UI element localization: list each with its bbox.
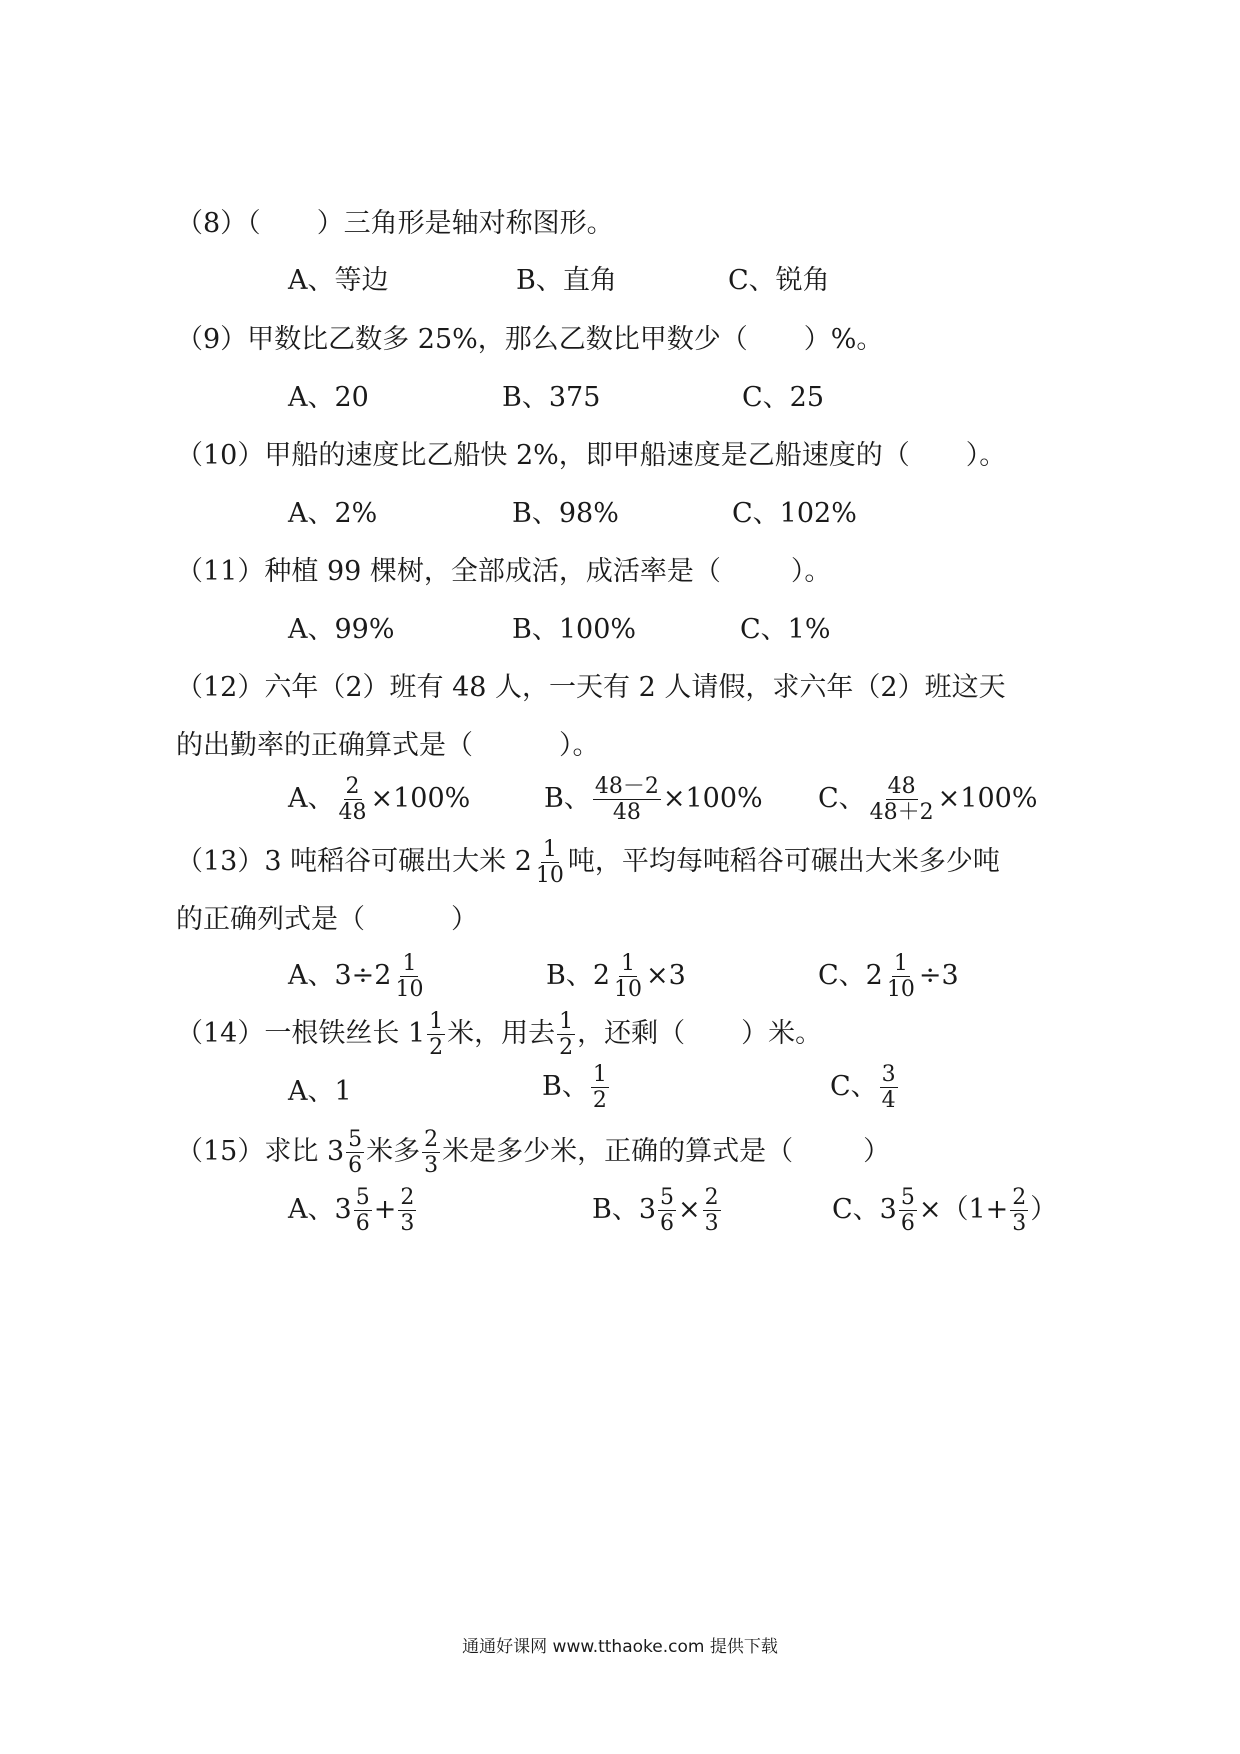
q15-b-operator: × xyxy=(678,1194,701,1226)
q12-b-denominator: 48 xyxy=(612,800,641,826)
q14-c-numerator: 3 xyxy=(881,1062,896,1087)
q14-b-fraction xyxy=(591,1063,609,1112)
q15-option-b xyxy=(592,1186,723,1235)
q12-b-numerator: 48－2 xyxy=(594,774,659,799)
q15-fraction-2 xyxy=(422,1128,440,1177)
question-13-line2 xyxy=(176,906,478,933)
q15-a-fraction-2 xyxy=(398,1186,416,1235)
q15-c-tail: ） xyxy=(1030,1194,1058,1226)
q9-suffix: ）%。 xyxy=(803,324,884,355)
q12-line2-prefix: 的出勤率的正确算式是（ xyxy=(176,730,473,761)
q15-c-operator: ×（1+ xyxy=(918,1194,1009,1226)
q13-option-b xyxy=(546,952,686,1001)
q14-numerator-1: 1 xyxy=(429,1009,444,1034)
q15-a-denominator-1: 6 xyxy=(355,1211,370,1237)
q15-b-label: B、3 xyxy=(592,1194,657,1226)
q15-option-c xyxy=(832,1186,1057,1235)
q15-c-numerator-1: 5 xyxy=(900,1185,915,1210)
q13-c-label: C、2 xyxy=(818,960,883,992)
q13-line2-suffix: ） xyxy=(451,904,478,935)
q11-option-a: A、99% xyxy=(288,614,395,645)
q15-b-numerator-1: 5 xyxy=(660,1185,675,1210)
page-footer: 通通好课网 www.tthaoke.com 提供下载 xyxy=(462,1637,778,1657)
q13-b-numerator: 1 xyxy=(621,951,636,976)
q13-line1-suffix: 吨，平均每吨稻谷可碾出大米多少吨 xyxy=(567,846,1000,878)
q8-prefix: （8）（ xyxy=(176,208,261,239)
q11-prefix: （11）种植 99 棵树，全部成活，成活率是（ xyxy=(176,556,721,587)
q12-c-fraction xyxy=(868,775,936,824)
q10-option-a: A、2% xyxy=(288,498,378,529)
q15-a-denominator-2: 3 xyxy=(400,1211,415,1237)
q13-a-denominator: 10 xyxy=(395,977,424,1003)
q14-c-fraction xyxy=(880,1063,898,1112)
q13-a-label: A、3÷2 xyxy=(288,960,392,992)
q15-numerator-1: 5 xyxy=(348,1127,363,1152)
q15-prefix: （15）求比 3 xyxy=(176,1136,345,1168)
q12-c-denominator: 48＋2 xyxy=(869,800,934,826)
q11-suffix: ）。 xyxy=(790,556,832,587)
q14-c-label: C、 xyxy=(830,1071,878,1103)
q14-option-c xyxy=(830,1063,900,1112)
q15-c-denominator-1: 6 xyxy=(900,1211,915,1237)
q12-c-label: C、 xyxy=(818,783,866,815)
q15-a-label: A、3 xyxy=(288,1194,352,1226)
q12-options xyxy=(0,775,1240,835)
q15-c-denominator-2: 3 xyxy=(1012,1211,1027,1237)
q14-suffix-2: ）米。 xyxy=(741,1018,823,1050)
q12-a-denominator: 48 xyxy=(338,800,367,826)
q13-option-a xyxy=(288,952,427,1001)
q14-suffix-1: ，还剩（ xyxy=(577,1018,686,1050)
q13-c-numerator: 1 xyxy=(893,951,908,976)
q12-b-tail: ×100% xyxy=(662,783,763,815)
question-10 xyxy=(176,442,1006,469)
q15-suffix-1: 米是多少米，正确的算式是（ xyxy=(442,1136,794,1168)
q15-a-operator: + xyxy=(373,1194,397,1226)
q15-denominator-2: 3 xyxy=(424,1153,439,1179)
q13-option-c xyxy=(818,952,959,1001)
q12-c-tail: ×100% xyxy=(937,783,1038,815)
q15-denominator-1: 6 xyxy=(348,1153,363,1179)
q9-option-a: A、20 xyxy=(288,382,369,413)
q12-c-numerator: 48 xyxy=(887,774,916,799)
q13-line1-fraction xyxy=(534,838,566,887)
q13-line2-prefix: 的正确列式是（ xyxy=(176,904,365,935)
q13-line1-numerator: 1 xyxy=(542,837,557,862)
q15-a-numerator-1: 5 xyxy=(355,1185,370,1210)
q8-option-a: A、等边 xyxy=(288,265,389,296)
q14-mid: 米，用去 xyxy=(447,1018,556,1050)
question-8 xyxy=(176,210,614,237)
q10-suffix: ）。 xyxy=(965,440,1007,471)
q15-c-numerator-2: 2 xyxy=(1012,1185,1027,1210)
q14-numerator-2: 1 xyxy=(559,1009,574,1034)
q12-a-tail: ×100% xyxy=(370,783,471,815)
q15-b-fraction-2 xyxy=(703,1186,721,1235)
q14-prefix: （14）一根铁丝长 1 xyxy=(176,1018,426,1050)
q13-options xyxy=(0,952,1240,1012)
q8-options xyxy=(0,267,1240,297)
q14-c-denominator: 4 xyxy=(881,1088,896,1114)
q14-b-numerator: 1 xyxy=(592,1062,607,1087)
q11-option-c: C、1% xyxy=(740,614,831,645)
q15-options xyxy=(0,1186,1240,1246)
q15-c-label: C、3 xyxy=(832,1194,897,1226)
q9-options xyxy=(0,384,1240,414)
q13-c-denominator: 10 xyxy=(886,977,915,1003)
q12-line2-suffix: ）。 xyxy=(559,730,600,761)
q13-c-tail: ÷3 xyxy=(918,960,959,992)
q12-option-c xyxy=(818,775,1038,824)
question-14 xyxy=(176,1010,822,1059)
q13-a-numerator: 1 xyxy=(402,951,417,976)
q8-suffix: ）三角形是轴对称图形。 xyxy=(316,208,614,239)
q12-b-fraction xyxy=(593,775,661,824)
q14-b-label: B、 xyxy=(542,1071,589,1103)
q10-options xyxy=(0,500,1240,530)
question-15 xyxy=(176,1128,890,1177)
q14-denominator-1: 2 xyxy=(429,1035,444,1061)
q15-numerator-2: 2 xyxy=(424,1127,439,1152)
q10-option-c: C、102% xyxy=(732,498,857,529)
q15-fraction-1 xyxy=(346,1128,364,1177)
q15-option-a xyxy=(288,1186,418,1235)
question-9 xyxy=(176,326,883,353)
q15-c-fraction-1 xyxy=(899,1186,917,1235)
q10-prefix: （10）甲船的速度比乙船快 2%，即甲船速度是乙船速度的（ xyxy=(176,440,910,471)
q14-options xyxy=(0,1062,1240,1133)
q15-c-fraction-2 xyxy=(1010,1186,1028,1235)
q13-line1-denominator: 10 xyxy=(535,863,564,889)
q15-mid: 米多 xyxy=(366,1136,421,1168)
q14-option-a: A、1 xyxy=(288,1076,352,1107)
q13-c-fraction xyxy=(885,952,917,1001)
q12-option-b xyxy=(544,775,763,824)
question-13-line1 xyxy=(176,838,1000,887)
q15-b-denominator-1: 6 xyxy=(660,1211,675,1237)
q14-denominator-2: 2 xyxy=(559,1035,574,1061)
q15-b-fraction-1 xyxy=(658,1186,676,1235)
q14-b-denominator: 2 xyxy=(592,1088,607,1114)
q12-option-a xyxy=(288,775,470,824)
q15-b-numerator-2: 2 xyxy=(704,1185,719,1210)
q15-a-fraction-1 xyxy=(354,1186,372,1235)
question-12-line1: （12）六年（2）班有 48 人，一天有 2 人请假，求六年（2）班这天 xyxy=(176,672,1006,703)
question-11 xyxy=(176,558,831,585)
question-12-line2 xyxy=(176,732,600,759)
q14-fraction-2 xyxy=(557,1010,575,1059)
q9-option-b: B、375 xyxy=(502,382,601,413)
q8-option-c: C、锐角 xyxy=(728,265,830,296)
q12-a-fraction xyxy=(337,775,369,824)
q15-suffix-2: ） xyxy=(863,1136,891,1168)
q14-fraction-1 xyxy=(427,1010,445,1059)
q10-option-b: B、98% xyxy=(512,498,619,529)
q12-a-label: A、 xyxy=(288,783,335,815)
q15-a-numerator-2: 2 xyxy=(400,1185,415,1210)
q11-option-b: B、100% xyxy=(512,614,637,645)
q12-b-label: B、 xyxy=(544,783,591,815)
q9-prefix: （9）甲数比乙数多 25%，那么乙数比甲数少（ xyxy=(176,324,748,355)
q13-a-fraction xyxy=(393,952,425,1001)
q13-b-denominator: 10 xyxy=(614,977,643,1003)
q15-b-denominator-2: 3 xyxy=(704,1211,719,1237)
q14-option-b xyxy=(542,1063,611,1112)
q9-option-c: C、25 xyxy=(742,382,825,413)
q11-options xyxy=(0,616,1240,646)
q13-b-tail: ×3 xyxy=(646,960,686,992)
q8-option-b: B、直角 xyxy=(516,265,617,296)
q13-line1-prefix: （13）3 吨稻谷可碾出大米 2 xyxy=(176,846,532,878)
q13-b-fraction xyxy=(612,952,644,1001)
q12-a-numerator: 2 xyxy=(345,774,360,799)
q13-b-label: B、2 xyxy=(546,960,611,992)
